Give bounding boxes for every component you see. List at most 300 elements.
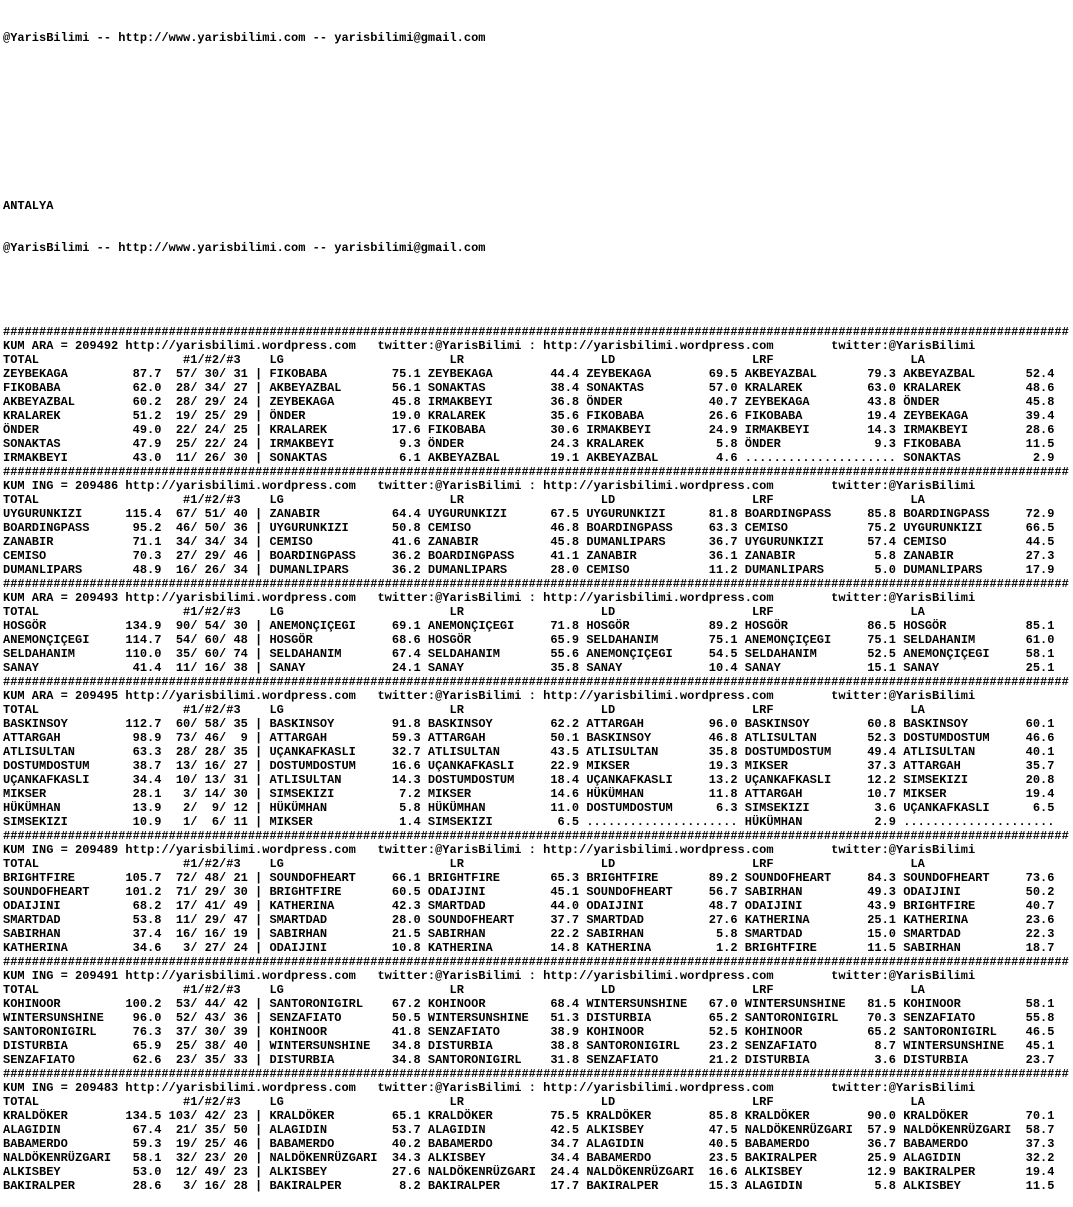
blank-line <box>3 157 1073 171</box>
lr-horse: SANAY <box>427 661 544 675</box>
spacer <box>421 395 428 409</box>
la-horse: UÇANKAFKASLI <box>903 801 1019 815</box>
rank-counts: 11/ 26/ 30 <box>161 451 248 465</box>
lrf-horse: SMARTDAD <box>744 927 860 941</box>
spacer <box>738 1109 745 1123</box>
la-horse: SOUNDOFHEART <box>903 871 1019 885</box>
ld-value: 46.8 <box>701 731 738 745</box>
separator: | <box>247 801 270 815</box>
spacer <box>738 1179 745 1193</box>
separator: | <box>247 423 270 437</box>
lg-horse: DISTURBIA <box>269 1053 385 1067</box>
col-lg: LG <box>269 983 284 997</box>
total-value: 28.1 <box>103 787 162 801</box>
ld-horse: KATHERINA <box>586 941 702 955</box>
spacer <box>896 1039 903 1053</box>
spacer <box>579 1025 586 1039</box>
spacer <box>421 899 428 913</box>
la-value: 39.4 <box>1018 409 1055 423</box>
lr-horse: KRALDÖKER <box>427 1109 544 1123</box>
table-row <box>3 423 1073 437</box>
lg-value: 14.3 <box>384 773 421 787</box>
spacer <box>896 1151 903 1165</box>
spacer <box>39 703 183 717</box>
lrf-horse: MIKSER <box>744 759 860 773</box>
la-value: 66.5 <box>1018 521 1055 535</box>
spacer <box>421 1039 428 1053</box>
la-value: 61.0 <box>1018 633 1055 647</box>
ld-value: 11.2 <box>701 563 738 577</box>
spacer <box>421 549 428 563</box>
col-lrf: LRF <box>751 1095 774 1109</box>
lrf-value: 70.3 <box>860 1011 897 1025</box>
col-lrf: LRF <box>751 857 774 871</box>
lg-value: 41.6 <box>384 535 421 549</box>
la-value: 32.2 <box>1018 1151 1055 1165</box>
ld-horse: SONAKTAS <box>586 381 702 395</box>
separator: | <box>247 563 270 577</box>
total-value: 60.2 <box>103 395 162 409</box>
spacer <box>421 563 428 577</box>
la-horse: SANTORONIGIRL <box>903 1025 1019 1039</box>
lg-horse: CEMISO <box>269 535 385 549</box>
spacer <box>421 941 428 955</box>
blank-line <box>3 283 1073 297</box>
col-total: TOTAL <box>3 353 40 367</box>
lg-value: 50.5 <box>384 1011 421 1025</box>
spacer <box>738 423 745 437</box>
spacer <box>896 1179 903 1193</box>
lg-horse: SANAY <box>269 661 385 675</box>
separator: | <box>247 409 270 423</box>
rank-counts: 21/ 35/ 50 <box>161 1123 248 1137</box>
ld-value: 89.2 <box>701 619 738 633</box>
twitter-and-url: twitter:@YarisBilimi : http://yarisbilimi.wordpress.com <box>377 969 774 983</box>
table-row <box>3 815 1073 829</box>
lg-horse: IRMAKBEYI <box>269 437 385 451</box>
la-value: 25.1 <box>1018 661 1055 675</box>
spacer <box>421 717 428 731</box>
lr-value: 71.8 <box>543 619 580 633</box>
separator: | <box>247 1151 270 1165</box>
col-la: LA <box>910 353 925 367</box>
lg-horse: UÇANKAFKASLI <box>269 745 385 759</box>
lr-horse: KRALAREK <box>427 409 544 423</box>
lg-value: 66.1 <box>384 871 421 885</box>
separator: | <box>247 367 270 381</box>
section-header <box>3 479 1073 493</box>
table-row <box>3 787 1073 801</box>
lg-horse: ATTARGAH <box>269 731 385 745</box>
separator: | <box>247 913 270 927</box>
ld-horse: BRIGHTFIRE <box>586 871 702 885</box>
column-header-row <box>3 703 1073 717</box>
spacer <box>579 997 586 1011</box>
spacer <box>421 1011 428 1025</box>
section-header <box>3 1081 1073 1095</box>
lrf-horse: ALAGIDIN <box>744 1179 860 1193</box>
spacer <box>421 1053 428 1067</box>
spacer <box>738 941 745 955</box>
spacer <box>241 353 270 367</box>
rank-counts: 73/ 46/ 9 <box>161 731 248 745</box>
table-row <box>3 801 1073 815</box>
twitter-handle: twitter:@YarisBilimi <box>831 1081 976 1095</box>
la-horse: ÖNDER <box>903 395 1019 409</box>
ld-value: 40.7 <box>701 395 738 409</box>
total-value: 51.2 <box>103 409 162 423</box>
rank-counts: 60/ 58/ 35 <box>161 717 248 731</box>
lrf-value: 90.0 <box>860 1109 897 1123</box>
horse-name: ANEMONÇIÇEGI <box>3 633 104 647</box>
spacer <box>464 493 601 507</box>
separator: | <box>247 381 270 395</box>
table-row <box>3 927 1073 941</box>
col-la: LA <box>910 1095 925 1109</box>
spacer <box>738 521 745 535</box>
lrf-horse: DUMANLIPARS <box>744 563 860 577</box>
spacer <box>738 913 745 927</box>
separator: | <box>247 899 270 913</box>
lrf-value: 86.5 <box>860 619 897 633</box>
table-row <box>3 535 1073 549</box>
ld-value: 27.6 <box>701 913 738 927</box>
column-header-row <box>3 605 1073 619</box>
lg-horse: ÖNDER <box>269 409 385 423</box>
la-horse: SANAY <box>903 661 1019 675</box>
spacer <box>774 689 832 703</box>
la-value: 18.7 <box>1018 941 1055 955</box>
column-header-row <box>3 493 1073 507</box>
spacer <box>579 1039 586 1053</box>
total-value: 37.4 <box>103 927 162 941</box>
total-value: 110.0 <box>103 647 162 661</box>
spacer <box>464 1095 601 1109</box>
ld-value: 67.0 <box>701 997 738 1011</box>
ld-value: 47.5 <box>701 1123 738 1137</box>
lg-horse: FIKOBABA <box>269 367 385 381</box>
ld-horse: UÇANKAFKASLI <box>586 773 702 787</box>
ld-value: 5.8 <box>701 437 738 451</box>
spacer <box>615 983 752 997</box>
ld-horse: NALDÖKENRÜZGARI <box>586 1165 702 1179</box>
ld-value: 6.3 <box>701 801 738 815</box>
lrf-value: 36.7 <box>860 1137 897 1151</box>
lg-horse: ZANABIR <box>269 507 385 521</box>
lr-value: 55.6 <box>543 647 580 661</box>
lrf-value: 25.9 <box>860 1151 897 1165</box>
horse-name: WINTERSUNSHINE <box>3 1011 104 1025</box>
total-value: 58.1 <box>111 1151 162 1165</box>
table-row <box>3 507 1073 521</box>
lrf-value: 75.2 <box>860 521 897 535</box>
divider-hashes: #################################################################################################################################################### <box>3 829 1069 843</box>
lrf-horse: ALKISBEY <box>744 1165 860 1179</box>
lrf-value: 85.8 <box>860 507 897 521</box>
lrf-horse: SANAY <box>744 661 860 675</box>
lrf-horse: KATHERINA <box>744 913 860 927</box>
rank-counts: 103/ 42/ 23 <box>161 1109 248 1123</box>
spacer <box>241 857 270 871</box>
la-value: 45.8 <box>1018 395 1055 409</box>
lrf-value: 5.0 <box>860 563 897 577</box>
lg-value: 60.5 <box>384 885 421 899</box>
spacer <box>738 1011 745 1025</box>
la-value: 58.1 <box>1018 997 1055 1011</box>
column-header-row <box>3 1095 1073 1109</box>
section-title: KUM ING = 209491 http://yarisbilimi.wordpress.com <box>3 969 356 983</box>
lr-horse: ZANABIR <box>427 535 544 549</box>
lr-value: 50.1 <box>543 731 580 745</box>
twitter-and-url: twitter:@YarisBilimi : http://yarisbilimi.wordpress.com <box>377 591 774 605</box>
total-value: 47.9 <box>103 437 162 451</box>
col-rank: #1/#2/#3 <box>183 983 241 997</box>
horse-name: SMARTDAD <box>3 913 104 927</box>
spacer <box>284 983 450 997</box>
separator: | <box>247 451 270 465</box>
spacer <box>39 353 183 367</box>
lg-value: 50.8 <box>384 521 421 535</box>
lr-value: 35.6 <box>543 409 580 423</box>
ld-value: 16.6 <box>701 1165 738 1179</box>
table-row <box>3 549 1073 563</box>
spacer <box>738 437 745 451</box>
lr-value: 65.3 <box>543 871 580 885</box>
lrf-horse: BASKINSOY <box>744 717 860 731</box>
rank-counts: 23/ 35/ 33 <box>161 1053 248 1067</box>
lg-value: 21.5 <box>384 927 421 941</box>
lrf-value: 84.3 <box>860 871 897 885</box>
ld-horse: CEMISO <box>586 563 702 577</box>
la-horse: DISTURBIA <box>903 1053 1019 1067</box>
lr-value: 68.4 <box>543 997 580 1011</box>
lr-horse: ATTARGAH <box>427 731 544 745</box>
lg-horse: KRALDÖKER <box>269 1109 385 1123</box>
la-value: 20.8 <box>1018 773 1055 787</box>
col-lr: LR <box>449 1095 464 1109</box>
spacer <box>774 353 911 367</box>
separator: | <box>247 885 270 899</box>
lr-value: 62.2 <box>543 717 580 731</box>
spacer <box>774 857 911 871</box>
table-row <box>3 647 1073 661</box>
la-value: 73.6 <box>1018 871 1055 885</box>
lr-value: 46.8 <box>543 521 580 535</box>
lg-horse: BAKIRALPER <box>269 1179 385 1193</box>
blank-line <box>3 73 1073 87</box>
lg-horse: ANEMONÇIÇEGI <box>269 619 385 633</box>
spacer <box>421 913 428 927</box>
city-line <box>3 199 1073 213</box>
section-divider <box>3 955 1073 969</box>
lr-horse: DOSTUMDOSTUM <box>427 773 544 787</box>
la-horse: IRMAKBEYI <box>903 423 1019 437</box>
la-horse: DOSTUMDOSTUM <box>903 731 1019 745</box>
lr-value: 18.4 <box>543 773 580 787</box>
spacer <box>421 1165 428 1179</box>
la-value: 70.1 <box>1018 1109 1055 1123</box>
total-value: 96.0 <box>103 1011 162 1025</box>
ld-horse: KRALAREK <box>586 437 702 451</box>
separator: | <box>247 535 270 549</box>
la-horse: ODAIJINI <box>903 885 1019 899</box>
la-value: 52.4 <box>1018 367 1055 381</box>
ld-horse: KRALDÖKER <box>586 1109 702 1123</box>
section-header <box>3 843 1073 857</box>
table-row <box>3 619 1073 633</box>
table-row <box>3 1165 1073 1179</box>
lg-value: 67.2 <box>384 997 421 1011</box>
separator: | <box>247 619 270 633</box>
lr-horse: UÇANKAFKASLI <box>427 759 544 773</box>
lg-horse: SMARTDAD <box>269 913 385 927</box>
section-header <box>3 969 1073 983</box>
twitter-and-url: twitter:@YarisBilimi : http://yarisbilimi.wordpress.com <box>377 339 774 353</box>
spacer <box>774 703 911 717</box>
spacer <box>421 409 428 423</box>
lr-horse: HÜKÜMHAN <box>427 801 544 815</box>
lg-value: 19.0 <box>384 409 421 423</box>
lg-value: 34.8 <box>384 1053 421 1067</box>
ld-horse: AKBEYAZBAL <box>586 451 702 465</box>
lrf-value: 49.4 <box>860 745 897 759</box>
spacer <box>738 871 745 885</box>
twitter-handle: twitter:@YarisBilimi <box>831 479 976 493</box>
total-value: 112.7 <box>103 717 162 731</box>
spacer <box>241 493 270 507</box>
spacer <box>421 1151 428 1165</box>
lg-horse: KOHINOOR <box>269 1025 385 1039</box>
lrf-value: 12.2 <box>860 773 897 787</box>
lrf-horse: HOSGÖR <box>744 619 860 633</box>
ld-horse: BAKIRALPER <box>586 1179 702 1193</box>
col-lg: LG <box>269 1095 284 1109</box>
horse-name: ATTARGAH <box>3 731 104 745</box>
rank-counts: 16/ 26/ 34 <box>161 563 248 577</box>
spacer <box>579 1053 586 1067</box>
spacer <box>579 1137 586 1151</box>
lg-value: 7.2 <box>384 787 421 801</box>
table-row <box>3 731 1073 745</box>
lrf-horse: KRALDÖKER <box>744 1109 860 1123</box>
lg-horse: SOUNDOFHEART <box>269 871 385 885</box>
spacer <box>738 661 745 675</box>
spacer <box>738 759 745 773</box>
spacer <box>615 703 752 717</box>
spacer <box>896 1109 903 1123</box>
horse-name: SONAKTAS <box>3 437 104 451</box>
lr-horse: SOUNDOFHEART <box>427 913 544 927</box>
rank-counts: 34/ 34/ 34 <box>161 535 248 549</box>
lg-value: 64.4 <box>384 507 421 521</box>
col-lrf: LRF <box>751 983 774 997</box>
spacer <box>774 339 832 353</box>
la-value: 23.7 <box>1018 1053 1055 1067</box>
table-row <box>3 381 1073 395</box>
la-horse: ALAGIDIN <box>903 1151 1019 1165</box>
table-row <box>3 633 1073 647</box>
ld-horse: ATTARGAH <box>586 717 702 731</box>
lrf-value: 37.3 <box>860 759 897 773</box>
rank-counts: 13/ 16/ 27 <box>161 759 248 773</box>
ld-value: 15.3 <box>701 1179 738 1193</box>
ld-value: 54.5 <box>701 647 738 661</box>
total-value: 13.9 <box>103 801 162 815</box>
spacer <box>896 1025 903 1039</box>
rank-counts: 19/ 25/ 46 <box>161 1137 248 1151</box>
lg-horse: NALDÖKENRÜZGARI <box>269 1151 385 1165</box>
lr-value: 36.8 <box>543 395 580 409</box>
lrf-horse: SANTORONIGIRL <box>744 1011 860 1025</box>
la-value: 22.3 <box>1018 927 1055 941</box>
spacer <box>356 843 378 857</box>
lrf-horse: BABAMERDO <box>744 1137 860 1151</box>
horse-name: UÇANKAFKASLI <box>3 773 104 787</box>
lrf-value: 15.0 <box>860 927 897 941</box>
lr-horse: KATHERINA <box>427 941 544 955</box>
section-title: KUM ARA = 209492 http://yarisbilimi.wordpress.com <box>3 339 356 353</box>
lrf-value: 5.8 <box>860 1179 897 1193</box>
horse-name: BOARDINGPASS <box>3 521 104 535</box>
la-value: 85.1 <box>1018 619 1055 633</box>
spacer <box>738 563 745 577</box>
lg-value: 40.2 <box>384 1137 421 1151</box>
lrf-value: 75.1 <box>860 633 897 647</box>
ld-value: 13.2 <box>701 773 738 787</box>
column-header-row <box>3 983 1073 997</box>
col-rank: #1/#2/#3 <box>183 353 241 367</box>
horse-name: ODAIJINI <box>3 899 104 913</box>
spacer <box>421 759 428 773</box>
lrf-value: 49.3 <box>860 885 897 899</box>
lr-value: 38.8 <box>543 1039 580 1053</box>
spacer <box>39 983 183 997</box>
spacer <box>284 605 450 619</box>
la-horse: DUMANLIPARS <box>903 563 1019 577</box>
spacer <box>774 843 832 857</box>
ld-value: 89.2 <box>701 871 738 885</box>
la-value: 27.3 <box>1018 549 1055 563</box>
lrf-horse: DOSTUMDOSTUM <box>744 745 860 759</box>
lr-value: 67.5 <box>543 507 580 521</box>
spacer <box>774 1081 832 1095</box>
lg-value: 1.4 <box>384 815 421 829</box>
la-value: 28.6 <box>1018 423 1055 437</box>
lrf-horse: ATTARGAH <box>744 787 860 801</box>
lrf-horse: ZANABIR <box>744 549 860 563</box>
la-value: 46.5 <box>1018 1025 1055 1039</box>
horse-name: MIKSER <box>3 787 104 801</box>
lr-horse: CEMISO <box>427 521 544 535</box>
rank-counts: 3/ 27/ 24 <box>161 941 248 955</box>
lr-value: 34.4 <box>543 1151 580 1165</box>
la-horse: ATTARGAH <box>903 759 1019 773</box>
table-row <box>3 717 1073 731</box>
separator: | <box>247 661 270 675</box>
col-lr: LR <box>449 983 464 997</box>
ld-value: 19.3 <box>701 759 738 773</box>
total-value: 98.9 <box>103 731 162 745</box>
lrf-horse: KRALAREK <box>744 381 860 395</box>
blank-line <box>3 115 1073 129</box>
ld-horse: DISTURBIA <box>586 1011 702 1025</box>
spacer <box>39 857 183 871</box>
race-tables <box>3 325 1073 1193</box>
lg-horse: KRALAREK <box>269 423 385 437</box>
lrf-value: 14.3 <box>860 423 897 437</box>
lg-horse: SENZAFIATO <box>269 1011 385 1025</box>
divider-hashes: #################################################################################################################################################### <box>3 465 1069 479</box>
